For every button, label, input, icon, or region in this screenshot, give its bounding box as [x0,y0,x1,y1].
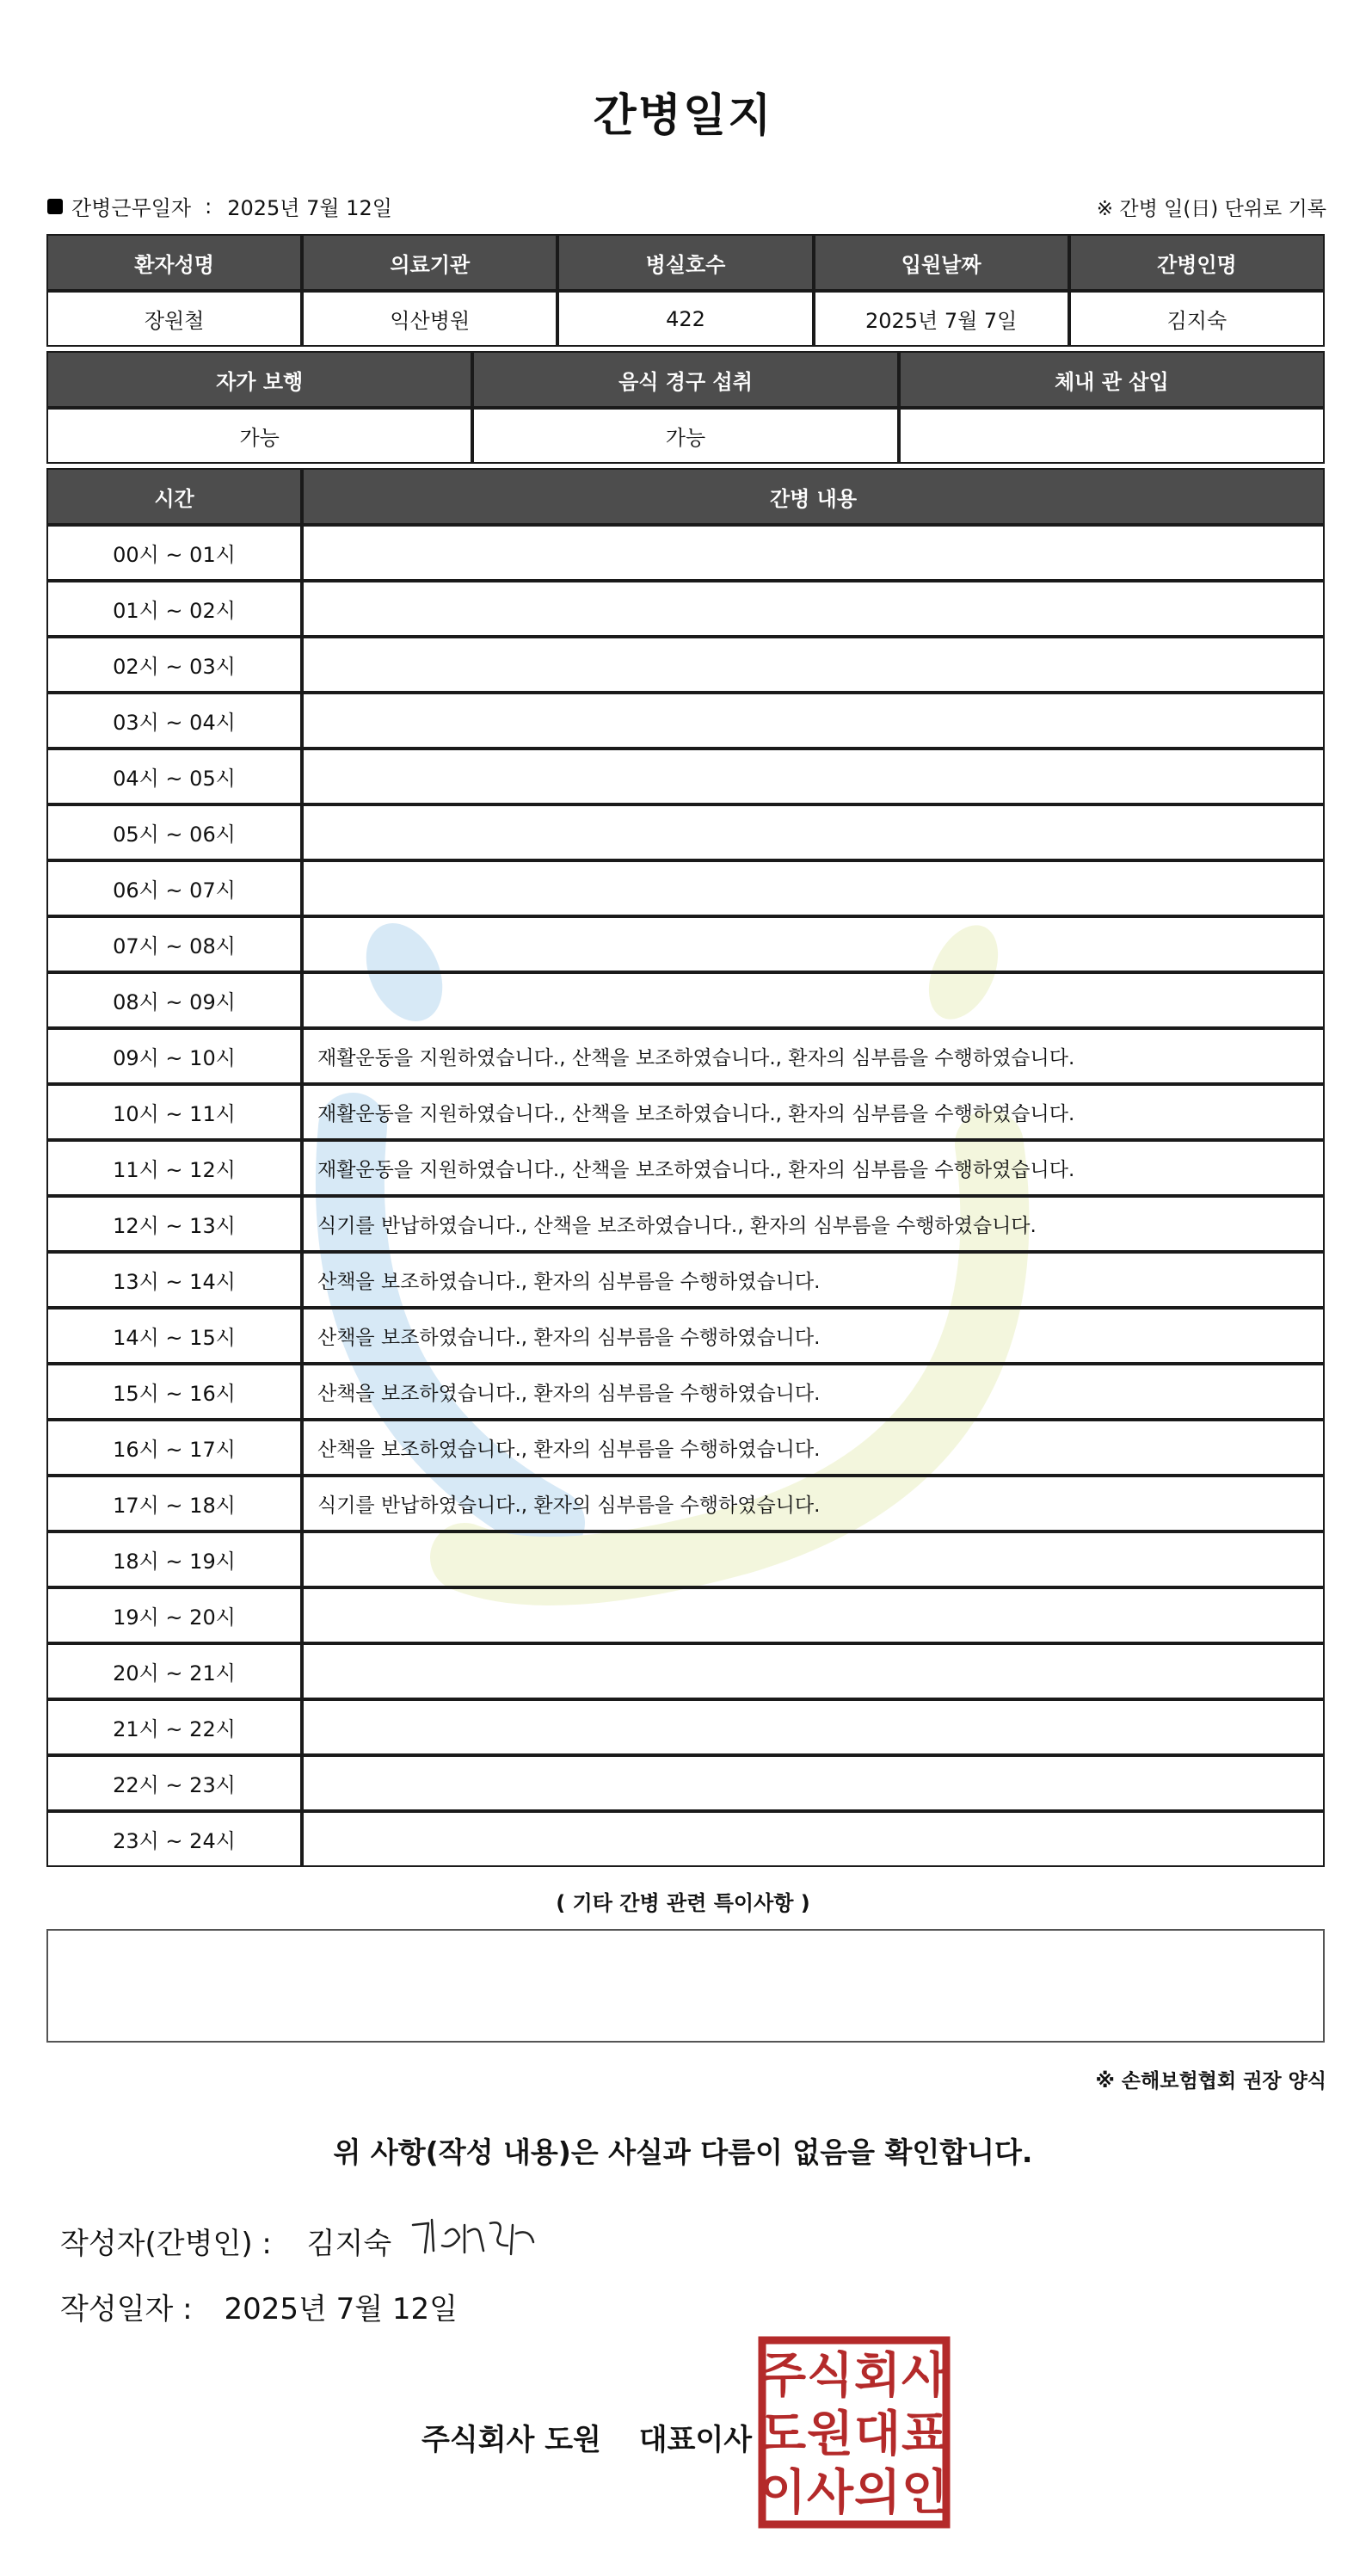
header-care-content: 간병 내용 [302,468,1325,525]
seal-glyph: 의 [853,2465,901,2521]
time-slot-cell: 15시 ~ 16시 [46,1364,302,1420]
header-patient-name: 환자성명 [46,234,302,291]
time-slot-cell: 22시 ~ 23시 [46,1755,302,1811]
institution-value: 익산병원 [302,291,557,347]
time-slot-cell: 19시 ~ 20시 [46,1587,302,1643]
care-content-cell [302,1699,1325,1755]
table-row [46,693,1325,749]
table-row [46,860,1325,916]
writer-label: 작성자(간병인) : [60,2227,272,2261]
table-row [46,1364,1325,1420]
care-content-cell: 산책을 보조하였습니다., 환자의 심부름을 수행하였습니다. [302,1364,1325,1420]
company-name: 주식회사 도원 [421,2423,601,2457]
company-line [421,2416,752,2458]
table-row [46,1755,1325,1811]
time-slot-cell: 04시 ~ 05시 [46,749,302,804]
care-content-cell: 재활운동을 지원하였습니다., 산책을 보조하였습니다., 환자의 심부름을 수행하였습니다. [302,1084,1325,1140]
work-date-value: 2025년 7월 12일 [227,196,392,220]
care-log-table [46,468,1325,1867]
care-content-cell [302,972,1325,1028]
table-row [46,1476,1325,1531]
written-date-value: 2025년 7월 12일 [224,2292,458,2326]
time-slot-cell: 23시 ~ 24시 [46,1811,302,1867]
seal-glyph: 사 [806,2465,854,2521]
time-slot-cell: 17시 ~ 18시 [46,1476,302,1531]
time-slot-cell: 03시 ~ 04시 [46,693,302,749]
table-row [46,525,1325,581]
time-slot-cell: 09시 ~ 10시 [46,1028,302,1084]
time-slot-cell: 14시 ~ 15시 [46,1308,302,1364]
patient-status-value-row [46,408,1325,464]
representative-title: 대표이사 [638,2423,753,2457]
seal-glyph: 대 [853,2407,901,2462]
table-row [46,581,1325,637]
seal-lettering [760,2348,949,2521]
header-tube-insertion: 체내 관 삽입 [899,351,1325,408]
care-content-cell [302,637,1325,693]
header-time: 시간 [46,468,302,525]
care-content-cell: 산책을 보조하였습니다., 환자의 심부름을 수행하였습니다. [302,1252,1325,1308]
time-slot-cell: 16시 ~ 17시 [46,1420,302,1476]
table-row [46,916,1325,972]
admission-date-value: 2025년 7월 7일 [814,291,1069,347]
care-content-cell: 산책을 보조하였습니다., 환자의 심부름을 수행하였습니다. [302,1308,1325,1364]
patient-name-value: 장원철 [46,291,302,347]
care-content-cell [302,1755,1325,1811]
time-slot-cell: 11시 ~ 12시 [46,1140,302,1196]
written-date-line [60,2285,458,2327]
header-admission-date: 입원날짜 [814,234,1069,291]
signature-strokes [413,2220,533,2254]
time-slot-cell: 18시 ~ 19시 [46,1531,302,1587]
time-slot-cell: 13시 ~ 14시 [46,1252,302,1308]
care-content-cell: 재활운동을 지원하였습니다., 산책을 보조하였습니다., 환자의 심부름을 수행하였습니다. [302,1140,1325,1196]
confirmation-statement: 위 사항(작성 내용)은 사실과 다름이 없음을 확인합니다. [333,2135,1033,2169]
care-content-cell [302,1531,1325,1587]
header-self-walking: 자가 보행 [46,351,472,408]
form-note: ※ 손해보험협회 권장 양식 [1095,2070,1326,2092]
seal-glyph: 회 [853,2348,901,2404]
unit-note: ※ 간병 일(日) 단위로 기록 [1096,198,1326,220]
time-slot-cell: 05시 ~ 06시 [46,804,302,860]
table-row [46,1028,1325,1084]
table-row [46,637,1325,693]
notes-heading: ( 기타 간병 관련 특이사항 ) [556,1891,810,1915]
patient-info-value-row [46,291,1325,347]
care-content-cell [302,749,1325,804]
table-row [46,1699,1325,1755]
seal-glyph: 이 [759,2465,807,2521]
care-log-header-row [46,468,1325,525]
patient-info-table [46,234,1325,347]
table-row [46,804,1325,860]
seal-glyph: 사 [901,2348,949,2404]
time-slot-cell: 01시 ~ 02시 [46,581,302,637]
writer-name: 김지숙 [306,2227,392,2261]
time-slot-cell: 02시 ~ 03시 [46,637,302,693]
care-content-cell [302,1811,1325,1867]
care-content-cell [302,1643,1325,1699]
writer-line [60,2220,391,2262]
bullet-square-icon [47,199,63,214]
care-log-body [46,525,1325,1867]
header-room-number: 병실호수 [557,234,813,291]
header-institution: 의료기관 [302,234,557,291]
table-row [46,1587,1325,1643]
self-walking-value: 가능 [46,408,472,464]
time-slot-cell: 21시 ~ 22시 [46,1699,302,1755]
table-row [46,1196,1325,1252]
time-slot-cell: 20시 ~ 21시 [46,1643,302,1699]
work-date-label: 간병근무일자 [71,196,192,220]
table-row [46,1308,1325,1364]
seal-glyph: 식 [806,2348,854,2404]
oral-intake-value: 가능 [472,408,898,464]
seal-glyph: 표 [901,2407,949,2462]
table-row [46,972,1325,1028]
table-row [46,1420,1325,1476]
seal-glyph: 원 [806,2407,854,2462]
time-slot-cell: 08시 ~ 09시 [46,972,302,1028]
room-number-value: 422 [557,291,813,347]
table-row [46,1811,1325,1867]
handwritten-signature [404,2208,551,2268]
patient-info-header-row [46,234,1325,291]
patient-status-table [46,351,1325,464]
care-content-cell: 식기를 반납하였습니다., 산책을 보조하였습니다., 환자의 심부름을 수행하였습니다. [302,1196,1325,1252]
table-row [46,1140,1325,1196]
time-slot-cell: 06시 ~ 07시 [46,860,302,916]
care-content-cell [302,1587,1325,1643]
notes-box [46,1929,1325,2043]
table-row [46,1252,1325,1308]
care-content-cell: 재활운동을 지원하였습니다., 산책을 보조하였습니다., 환자의 심부름을 수행하였습니다. [302,1028,1325,1084]
written-date-label: 작성일자 : [60,2292,193,2326]
table-row [46,749,1325,804]
time-slot-cell: 00시 ~ 01시 [46,525,302,581]
caregiver-name-value: 김지숙 [1069,291,1325,347]
care-content-cell [302,916,1325,972]
care-content-cell [302,525,1325,581]
time-slot-cell: 12시 ~ 13시 [46,1196,302,1252]
header-oral-intake: 음식 경구 섭취 [472,351,898,408]
work-date-separator: : [205,194,212,219]
table-row [46,1084,1325,1140]
table-row [46,1531,1325,1587]
header-caregiver-name: 간병인명 [1069,234,1325,291]
page-title: 간병일지 [593,90,773,142]
time-slot-cell: 07시 ~ 08시 [46,916,302,972]
seal-glyph: 주 [759,2348,807,2404]
patient-status-header-row [46,351,1325,408]
care-content-cell [302,860,1325,916]
seal-glyph: 인 [901,2465,949,2521]
seal-glyph: 도 [759,2407,807,2462]
company-seal-stamp [757,2335,951,2530]
tube-insertion-value [899,408,1325,464]
care-content-cell: 식기를 반납하였습니다., 환자의 심부름을 수행하였습니다. [302,1476,1325,1531]
care-content-cell [302,693,1325,749]
care-content-cell [302,581,1325,637]
care-content-cell: 산책을 보조하였습니다., 환자의 심부름을 수행하였습니다. [302,1420,1325,1476]
work-date-line [47,191,392,221]
care-content-cell [302,804,1325,860]
table-row [46,1643,1325,1699]
time-slot-cell: 10시 ~ 11시 [46,1084,302,1140]
